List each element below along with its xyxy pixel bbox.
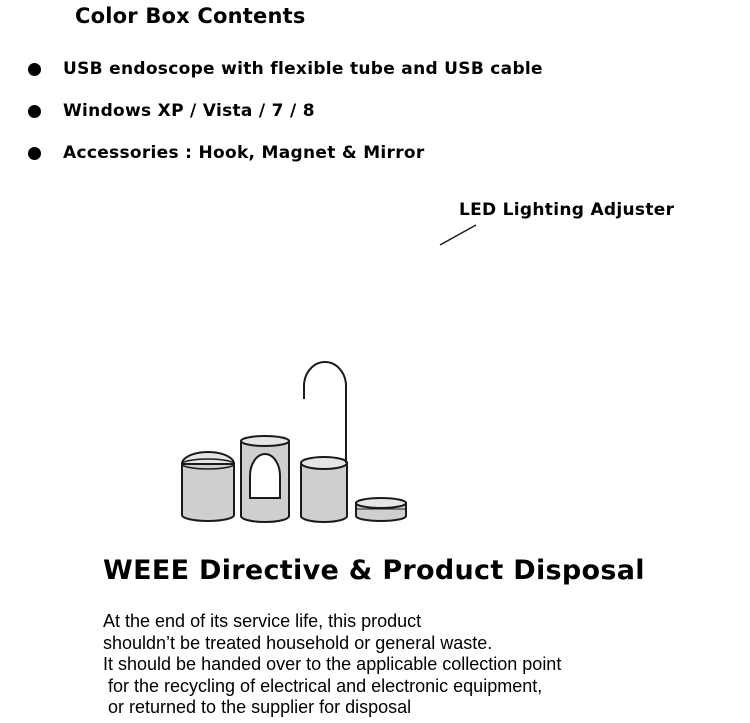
disposal-line: or returned to the supplier for disposal [103,697,412,717]
disposal-line: It should be handed over to the applicable collection point [103,654,562,674]
disposal-line: shouldn’t be treated household or general waste. [103,632,493,653]
led-adjuster-disc [356,498,406,521]
led-adjuster-label: LED Lighting Adjuster [459,200,675,220]
list-item-text: Windows XP / Vista / 7 / 8 [63,101,315,121]
disposal-paragraph [103,611,561,719]
hook-cylinder [301,362,347,522]
list-item-text: USB endoscope with flexible tube and USB cable [63,59,543,79]
weee-heading: WEEE Directive & Product Disposal [103,555,645,586]
callout-leader-line [440,225,476,245]
list-item-text: Accessories : Hook, Magnet & Mirror [63,143,425,163]
disposal-line: for the recycling of electrical and electronic equipment, [103,675,543,696]
mirror-cylinder [241,436,289,522]
disposal-line: At the end of its service life, this product [103,611,422,631]
magnet-cylinder [182,452,234,521]
section-title: Color Box Contents [75,4,306,28]
hook-icon [304,362,346,463]
